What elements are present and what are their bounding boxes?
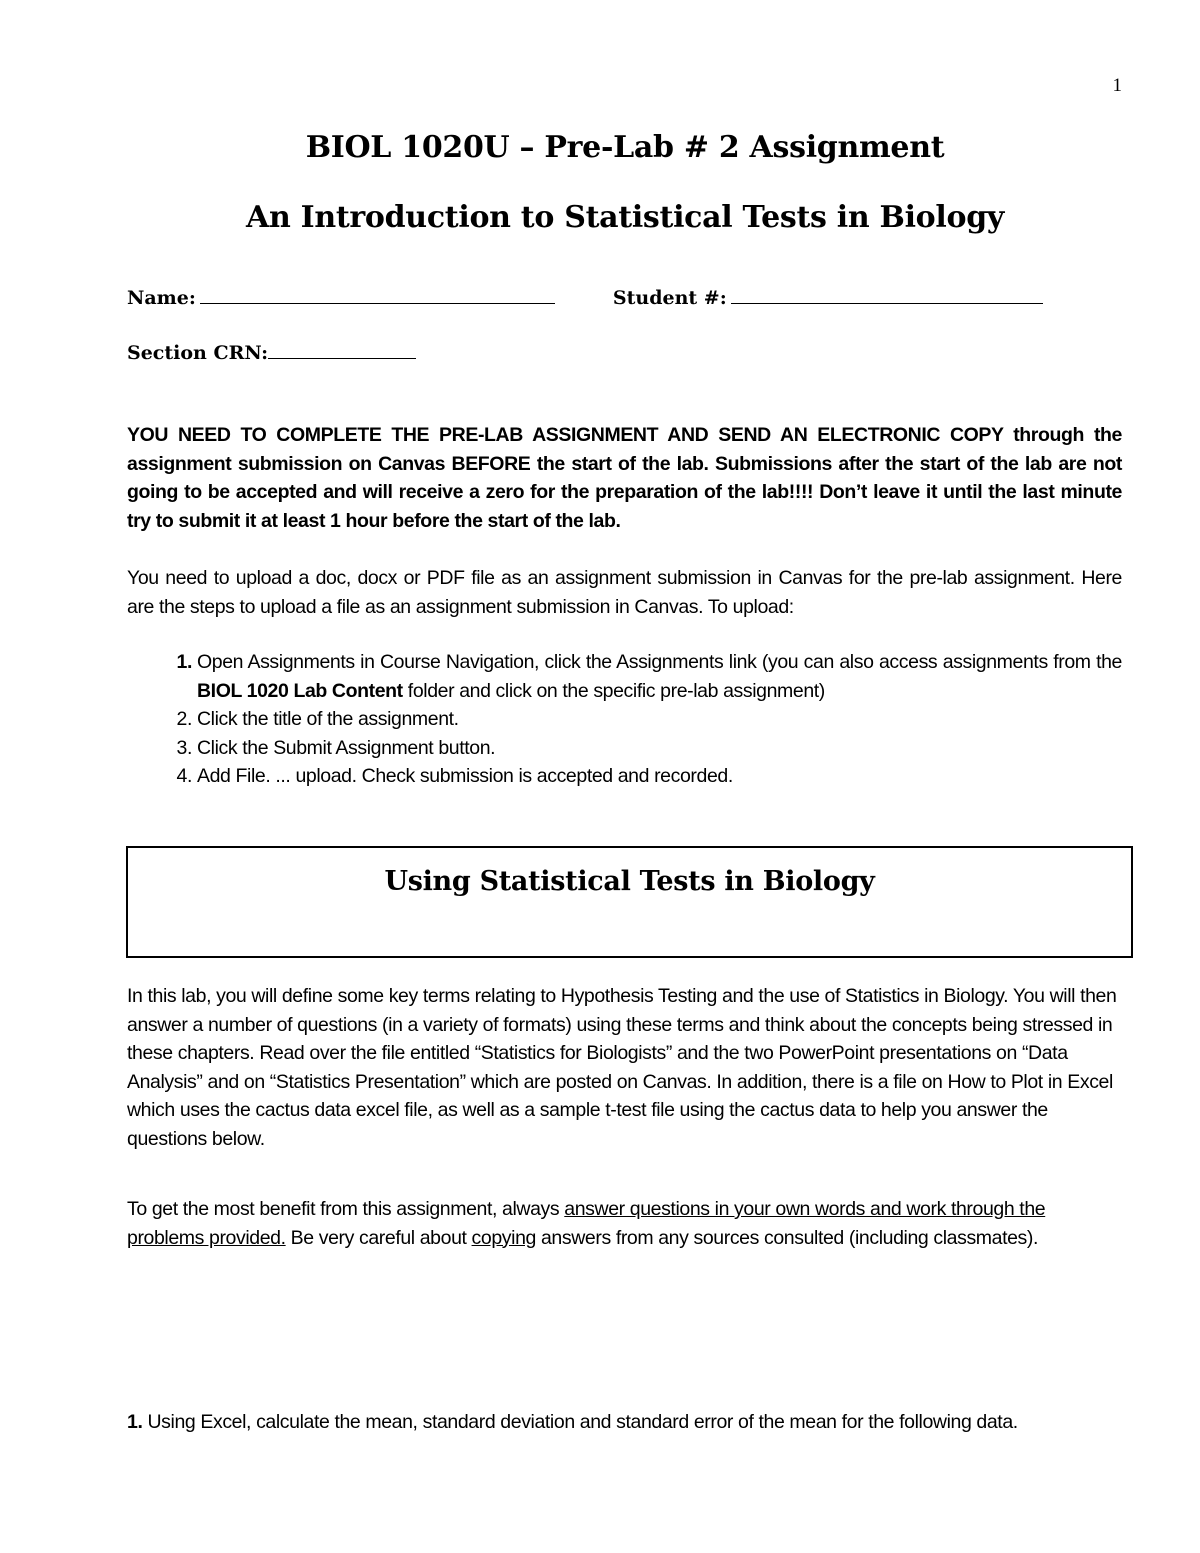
advice-paragraph — [127, 1195, 1122, 1252]
step-text: folder and click on the specific pre-lab assignment) — [402, 679, 825, 702]
name-label: Name: — [127, 287, 196, 309]
document-subtitle: An Introduction to Statistical Tests in Biology — [245, 200, 1005, 235]
question-number: 1. — [127, 1411, 143, 1433]
upload-steps-list — [127, 648, 1122, 791]
document-title: BIOL 1020U – Pre-Lab # 2 Assignment — [305, 130, 945, 165]
step-text: Open Assignments in Course Navigation, click the Assignments link (you can also access assignments from the — [197, 651, 1122, 673]
section-field-row — [127, 340, 416, 364]
advice-text: To get the most benefit from this assignment, always — [127, 1198, 565, 1220]
submission-notice: YOU NEED TO COMPLETE THE PRE-LAB ASSIGNMENT AND SEND AN ELECTRONIC COPY through the assignment submission on Canvas BEFORE the start of the lab. Submissions after the start of the lab are not going to be accepted and will receive a zero for the preparation of the lab!!!! Don’t leave it until the last minute try to submit it at least 1 hour before the start of the lab. — [127, 424, 1122, 532]
intro-paragraph: In this lab, you will define some key terms relating to Hypothesis Testing and the use of Statistics in Biology. You will then answer a number of questions (in a variety of formats) using these terms and think about the concepts being stressed in these chapters. Read over the file entitled “Statistics for Biologists” and the two PowerPoint presentations on “Data Analysis” and on “Statistics Presentation” which are posted on Canvas. In addition, there is a file on How to Plot in Excel which uses the cactus data excel file, as well as a sample t-test file using the cactus data to help you answer the questions below. — [127, 985, 1117, 1150]
page-number: 1 — [1112, 75, 1122, 96]
upload-step: 2. Click the title of the assignment. — [197, 705, 1122, 734]
section-heading: Using Statistical Tests in Biology — [384, 866, 875, 897]
name-field-row — [127, 285, 1043, 309]
upload-step — [197, 648, 1122, 705]
section-crn-blank[interactable] — [268, 340, 416, 359]
name-blank[interactable] — [200, 285, 555, 304]
advice-text: Be very careful about — [285, 1226, 472, 1249]
advice-underlined: answer questions in your own words and work through the problems provided. — [127, 1198, 1046, 1249]
student-number-label: Student #: — [612, 287, 727, 309]
student-number-blank[interactable] — [731, 285, 1043, 304]
question-1 — [127, 1408, 1122, 1437]
advice-underlined: copying — [471, 1226, 536, 1249]
upload-instructions: You need to upload a doc, docx or PDF file as an assignment submission in Canvas for the pre-lab assignment. Here are the steps to upload a file as an assignment submission in Canvas. To upload: — [127, 567, 1122, 618]
upload-step: 3. Click the Submit Assignment button. — [197, 734, 1122, 763]
section-crn-label: Section CRN: — [127, 342, 269, 364]
step-folder-name: BIOL 1020 Lab Content — [197, 679, 403, 702]
advice-text: answers from any sources consulted (including classmates). — [535, 1226, 1039, 1249]
section-heading-box — [126, 846, 1133, 958]
upload-step: 4. Add File. ... upload. Check submission is accepted and recorded. — [197, 762, 1122, 791]
question-text: Using Excel, calculate the mean, standard deviation and standard error of the mean for the following data. — [142, 1411, 1018, 1433]
